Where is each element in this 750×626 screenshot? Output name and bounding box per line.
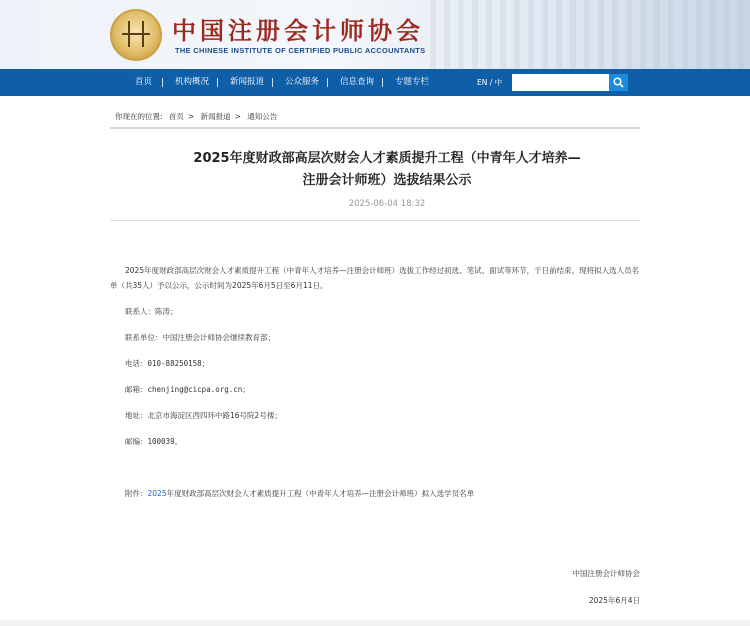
site-title-cn[interactable]: 中国注册会计师协会 (172, 16, 424, 45)
attachment (125, 488, 474, 499)
zip-value: 100039。 (147, 437, 183, 446)
email-value: chenjing@cicpa.org.cn； (147, 385, 250, 394)
nav-item-info-query[interactable]: 信息查询 (340, 77, 375, 87)
signature-org: 中国注册会计师协会 (572, 569, 640, 578)
email-label: 邮箱： (125, 385, 148, 394)
nav-separator (217, 78, 218, 87)
breadcrumb-separator: > (234, 112, 241, 121)
article-title (110, 148, 664, 192)
title-divider (110, 220, 640, 221)
phone-value: 010-88250158； (147, 359, 210, 368)
search-input[interactable] (512, 74, 609, 91)
breadcrumb (115, 111, 281, 122)
contact-zip (125, 436, 182, 447)
attachment-link[interactable]: 2025 (147, 489, 167, 498)
header-banner (0, 0, 750, 69)
building-graphic (430, 0, 750, 69)
nav-separator (327, 78, 328, 87)
address-label: 地址： (125, 411, 148, 420)
contact-unit (125, 332, 275, 343)
zip-label: 邮编： (125, 437, 148, 446)
article-title-line2: 注册会计师班）选拔结果公示 (302, 173, 472, 188)
signature-date: 2025年6月4日 (588, 596, 640, 605)
contact-address (125, 410, 282, 421)
breadcrumb-news[interactable]: 新闻报道 (200, 112, 231, 121)
contact-email (125, 384, 250, 395)
address-value: 北京市海淀区西四环中路16号院2号楼； (147, 411, 282, 420)
language-switch[interactable]: EN / 中 (477, 78, 503, 87)
nav-separator (382, 78, 383, 87)
breadcrumb-notice[interactable]: 通知公告 (247, 112, 278, 121)
search-button[interactable] (609, 74, 628, 91)
nav-item-public-service[interactable]: 公众服务 (285, 77, 320, 87)
attachment-title: 年度财政部高层次财会人才素质提升工程（中青年人才培养—注册会计师班）拟入选学员名单 (166, 489, 475, 498)
article-date: 2025-06-04 18:32 (348, 199, 426, 209)
nav-item-news[interactable]: 新闻报道 (230, 77, 265, 87)
contact-phone (125, 358, 209, 369)
contact-label: 联系人： (125, 307, 155, 316)
search-icon (613, 77, 624, 88)
attachment-label: 附件： (125, 489, 148, 498)
article-paragraph: 2025年度财政部高层次财会人才素质提升工程（中青年人才培养—注册会计师班）选拔工作经过初选、笔试、面试等环节，于日前结束。现将拟入选人员名单（共35人）予以公示，公示时间为2025年6月5日至6月11日。 (110, 266, 640, 290)
nav-separator (272, 78, 273, 87)
cicpa-logo-icon[interactable] (110, 9, 162, 61)
phone-label: 电话： (125, 359, 148, 368)
main-nav (0, 69, 750, 96)
nav-separator (162, 78, 163, 87)
unit-label: 联系单位： (125, 333, 163, 342)
footer-strip (0, 620, 750, 626)
unit-value: 中国注册会计师协会继续教育部； (162, 333, 275, 342)
contact-value: 陈涛； (155, 307, 178, 316)
contact-person (125, 306, 178, 317)
breadcrumb-home[interactable]: 首页 (168, 112, 184, 121)
site-title-en: THE CHINESE INSTITUTE OF CERTIFIED PUBLIC ACCOUNTANTS (175, 46, 426, 55)
nav-item-special[interactable]: 专题专栏 (395, 77, 430, 87)
nav-item-home[interactable]: 首页 (135, 77, 153, 87)
breadcrumb-prefix: 你现在的位置: (115, 112, 163, 121)
breadcrumb-divider (110, 127, 640, 129)
nav-item-about[interactable]: 机构概况 (175, 77, 210, 87)
article-title-line1: 2025年度财政部高层次财会人才素质提升工程（中青年人才培养— (193, 151, 581, 166)
breadcrumb-separator: > (187, 112, 195, 121)
